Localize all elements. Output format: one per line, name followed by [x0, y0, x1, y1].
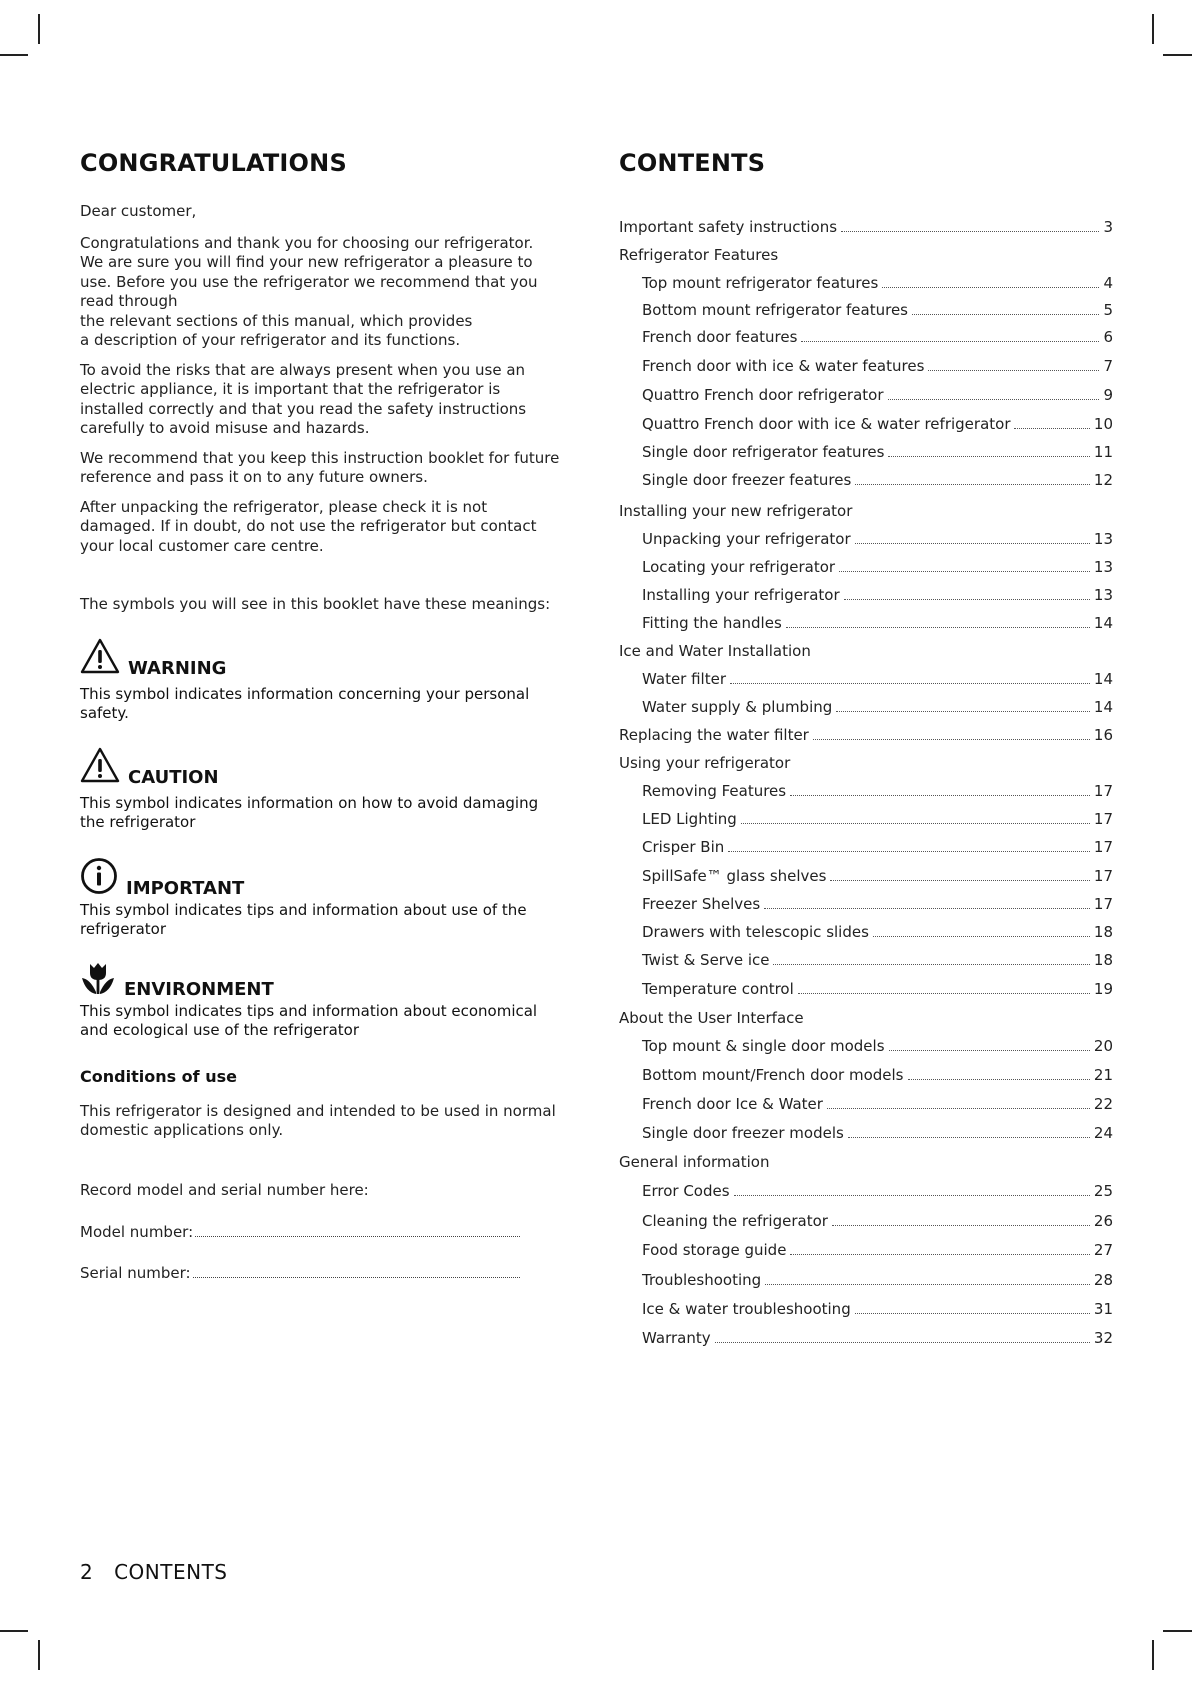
info-circle-icon [80, 857, 118, 899]
toc-label: Single door freezer models [642, 1124, 844, 1142]
tulip-icon [80, 962, 116, 1000]
toc-section [619, 217, 1113, 237]
toc-section [619, 725, 1113, 745]
toc-entry [642, 1211, 1113, 1231]
toc-label: Twist & Serve ice [642, 951, 770, 969]
toc-page-number: 13 [1093, 586, 1113, 604]
toc-page-number: 14 [1093, 670, 1113, 688]
toc-label: French door features [642, 328, 798, 346]
toc-leader-dots [889, 1038, 1090, 1051]
toc-label: General information [619, 1153, 770, 1171]
toc-leader-dots [786, 615, 1090, 628]
warning-triangle-icon [80, 637, 120, 679]
toc-entry [642, 669, 1113, 689]
toc-page-number: 25 [1093, 1182, 1113, 1200]
toc-entry [642, 385, 1113, 405]
toc-label: Troubleshooting [642, 1271, 762, 1289]
toc-leader-dots [888, 387, 1100, 400]
toc-section [619, 501, 1113, 521]
toc-leader-dots [841, 219, 1099, 232]
toc-page-number: 10 [1093, 415, 1113, 433]
important-description: This symbol indicates tips and information about use of the refrigerator [80, 900, 527, 938]
toc-page-number: 5 [1103, 301, 1113, 319]
conditions-text: This refrigerator is designed and intended to be used in normal domestic applications only. [80, 1101, 556, 1139]
toc-page-number: 12 [1093, 471, 1113, 489]
toc-label: Top mount refrigerator features [642, 274, 879, 292]
serial-number-field [80, 1264, 520, 1282]
toc-leader-dots [832, 1213, 1090, 1226]
intro-text-line3: a description of your refrigerator and its functions. [80, 331, 461, 349]
toc-leader-dots [765, 1272, 1090, 1285]
toc-entry [642, 697, 1113, 717]
toc-leader-dots [882, 275, 1099, 288]
toc-entry [642, 1181, 1113, 1201]
toc-page-number: 20 [1093, 1037, 1113, 1055]
toc-label: Freezer Shelves [642, 895, 761, 913]
warning-title: WARNING [128, 657, 227, 679]
toc-leader-dots [888, 444, 1089, 457]
toc-label: Replacing the water filter [619, 726, 809, 744]
toc-entry [642, 442, 1113, 462]
toc-entry [642, 809, 1113, 829]
toc-label: Single door freezer features [642, 471, 852, 489]
crop-mark [38, 1640, 40, 1670]
contents-column [619, 148, 1113, 1347]
toc-leader-dots [839, 559, 1090, 572]
model-number-dots [195, 1224, 520, 1237]
toc-entry [642, 414, 1113, 434]
toc-label: Important safety instructions [619, 218, 838, 236]
keep-booklet-paragraph: We recommend that you keep this instruction booklet for future reference and pass it on to any future owners. [80, 448, 560, 486]
toc-label: Bottom mount/French door models [642, 1066, 904, 1084]
toc-label: Warranty [642, 1329, 711, 1347]
caution-block [80, 746, 560, 833]
toc-label: Water supply & plumbing [642, 698, 833, 716]
toc-entry [642, 1270, 1113, 1290]
crop-mark [0, 1630, 28, 1632]
serial-number-label: Serial number: [80, 1264, 191, 1282]
toc-entry [642, 273, 1113, 293]
toc-entry [642, 585, 1113, 605]
toc-leader-dots [764, 896, 1090, 909]
toc-label: Refrigerator Features [619, 246, 779, 264]
toc-leader-dots [730, 671, 1090, 684]
table-of-contents [619, 148, 1113, 1348]
toc-leader-dots [715, 1330, 1090, 1343]
intro-text-line2: the relevant sections of this manual, which provides [80, 311, 473, 330]
toc-entry [642, 1065, 1113, 1085]
toc-leader-dots [848, 1125, 1090, 1138]
toc-entry [642, 979, 1113, 999]
model-number-label: Model number: [80, 1223, 194, 1241]
toc-label: LED Lighting [642, 810, 737, 828]
toc-entry [642, 300, 1113, 320]
congratulations-heading: CONGRATULATIONS [80, 149, 347, 177]
footer-section: CONTENTS [114, 1560, 228, 1584]
toc-leader-dots [734, 1183, 1090, 1196]
greeting: Dear customer, [80, 202, 197, 220]
toc-page-number: 21 [1093, 1066, 1113, 1084]
toc-label: Installing your refrigerator [642, 586, 840, 604]
page-number: 2 [80, 1560, 94, 1584]
toc-label: About the User Interface [619, 1009, 804, 1027]
toc-entry [642, 866, 1113, 886]
toc-label: Ice and Water Installation [619, 642, 811, 660]
caution-triangle-icon [80, 746, 120, 788]
toc-label: Installing your new refrigerator [619, 502, 853, 520]
toc-page-number: 18 [1093, 923, 1113, 941]
toc-page-number: 13 [1093, 530, 1113, 548]
toc-label: Error Codes [642, 1182, 730, 1200]
toc-label: Food storage guide [642, 1241, 787, 1259]
toc-entry [642, 894, 1113, 914]
environment-description: This symbol indicates tips and information about economical and ecological use of the refrigerator [80, 1001, 538, 1039]
toc-label: Bottom mount refrigerator features [642, 301, 908, 319]
toc-page-number: 32 [1093, 1329, 1113, 1347]
toc-page-number: 13 [1093, 558, 1113, 576]
toc-entry [642, 529, 1113, 549]
toc-label: Removing Features [642, 782, 787, 800]
toc-page-number: 9 [1103, 386, 1113, 404]
toc-entry [642, 950, 1113, 970]
toc-page-number: 17 [1093, 810, 1113, 828]
toc-section [619, 753, 1113, 773]
toc-entry [642, 1036, 1113, 1056]
toc-section [619, 1008, 1113, 1028]
unpacking-paragraph: After unpacking the refrigerator, please check it is not damaged. If in doubt, do not use the refrigerator but contact your local customer care centre. [80, 497, 537, 555]
warning-block [80, 637, 560, 724]
toc-label: Locating your refrigerator [642, 558, 836, 576]
intro-text: Congratulations and thank you for choosing our refrigerator. We are sure you will find your new refrigerator a pleasure to use. Before you use the refrigerator we recommend that you read through [80, 233, 538, 310]
important-title: IMPORTANT [126, 877, 245, 899]
toc-label: Water filter [642, 670, 727, 688]
important-block [80, 857, 560, 940]
toc-page-number: 3 [1103, 218, 1113, 236]
toc-leader-dots [855, 531, 1090, 544]
toc-leader-dots [855, 1301, 1090, 1314]
environment-title: ENVIRONMENT [124, 978, 274, 1000]
toc-leader-dots [1014, 416, 1089, 429]
toc-page-number: 7 [1103, 357, 1113, 375]
toc-entry [642, 613, 1113, 633]
toc-page-number: 26 [1093, 1212, 1113, 1230]
intro-paragraph [80, 234, 560, 351]
toc-entry [642, 327, 1113, 347]
toc-entry [642, 1240, 1113, 1260]
toc-label: French door Ice & Water [642, 1095, 823, 1113]
serial-number-dots [193, 1265, 520, 1278]
toc-label: Temperature control [642, 980, 794, 998]
toc-label: Cleaning the refrigerator [642, 1212, 828, 1230]
toc-leader-dots [798, 981, 1090, 994]
crop-mark [38, 14, 40, 44]
contents-heading: CONTENTS [619, 149, 766, 177]
toc-page-number: 17 [1093, 895, 1113, 913]
toc-page-number: 17 [1093, 782, 1113, 800]
toc-label: Using your refrigerator [619, 754, 791, 772]
toc-page-number: 4 [1103, 274, 1113, 292]
toc-page-number: 16 [1093, 726, 1113, 744]
toc-page-number: 27 [1093, 1241, 1113, 1259]
toc-entry [642, 781, 1113, 801]
page-footer [80, 1560, 228, 1584]
toc-leader-dots [827, 1096, 1090, 1109]
toc-entry [642, 470, 1113, 490]
toc-page-number: 28 [1093, 1271, 1113, 1289]
toc-label: Single door refrigerator features [642, 443, 885, 461]
toc-label: Quattro French door refrigerator [642, 386, 884, 404]
toc-label: Top mount & single door models [642, 1037, 885, 1055]
toc-page-number: 31 [1093, 1300, 1113, 1318]
toc-leader-dots [855, 472, 1090, 485]
toc-section [619, 245, 1113, 265]
toc-leader-dots [912, 302, 1099, 315]
toc-entry [642, 1299, 1113, 1319]
risk-paragraph: To avoid the risks that are always present when you use an electric appliance, it is important that the refrigerator is installed correctly and that you read the safety instructions carefully to avoid misuse and hazards. [80, 360, 527, 437]
warning-description: This symbol indicates information concerning your personal safety. [80, 684, 530, 722]
toc-entry [642, 1094, 1113, 1114]
toc-leader-dots [873, 924, 1090, 937]
record-intro: Record model and serial number here: [80, 1180, 369, 1199]
crop-mark [1152, 14, 1154, 44]
toc-label: French door with ice & water features [642, 357, 925, 375]
toc-entry [642, 1123, 1113, 1143]
toc-section [619, 641, 1113, 661]
toc-page-number: 17 [1093, 867, 1113, 885]
toc-entry [642, 1328, 1113, 1348]
toc-page-number: 19 [1093, 980, 1113, 998]
toc-page-number: 6 [1103, 328, 1113, 346]
toc-label: Ice & water troubleshooting [642, 1300, 851, 1318]
crop-mark [1163, 1630, 1192, 1632]
toc-leader-dots [844, 587, 1090, 600]
toc-page-number: 17 [1093, 838, 1113, 856]
toc-section [619, 1152, 1113, 1172]
toc-entry [642, 922, 1113, 942]
toc-label: Fitting the handles [642, 614, 782, 632]
toc-label: Drawers with telescopic slides [642, 923, 869, 941]
toc-page-number: 18 [1093, 951, 1113, 969]
toc-leader-dots [908, 1067, 1090, 1080]
toc-leader-dots [790, 1242, 1089, 1255]
congratulations-column [80, 148, 560, 1282]
toc-page-number: 22 [1093, 1095, 1113, 1113]
toc-entry [642, 356, 1113, 376]
caution-title: CAUTION [128, 766, 219, 788]
toc-label: Unpacking your refrigerator [642, 530, 851, 548]
toc-leader-dots [728, 839, 1090, 852]
toc-leader-dots [801, 329, 1099, 342]
symbols-intro: The symbols you will see in this booklet have these meanings: [80, 595, 551, 613]
toc-page-number: 24 [1093, 1124, 1113, 1142]
toc-leader-dots [928, 358, 1099, 371]
toc-label: Quattro French door with ice & water refrigerator [642, 415, 1011, 433]
toc-leader-dots [773, 952, 1089, 965]
toc-leader-dots [813, 727, 1090, 740]
crop-mark [1152, 1640, 1154, 1670]
model-number-field [80, 1223, 520, 1241]
crop-mark [1163, 54, 1192, 56]
toc-label: SpillSafe™ glass shelves [642, 867, 827, 885]
crop-mark [0, 54, 28, 56]
caution-description: This symbol indicates information on how to avoid damaging the refrigerator [80, 793, 539, 831]
toc-leader-dots [830, 868, 1089, 881]
toc-page-number: 14 [1093, 614, 1113, 632]
toc-leader-dots [741, 811, 1090, 824]
toc-page-number: 14 [1093, 698, 1113, 716]
conditions-title: Conditions of use [80, 1066, 237, 1086]
toc-entry [642, 557, 1113, 577]
toc-page-number: 11 [1093, 443, 1113, 461]
toc-leader-dots [836, 699, 1090, 712]
toc-entry [642, 837, 1113, 857]
environment-block [80, 962, 560, 1041]
toc-label: Crisper Bin [642, 838, 725, 856]
toc-leader-dots [790, 783, 1090, 796]
